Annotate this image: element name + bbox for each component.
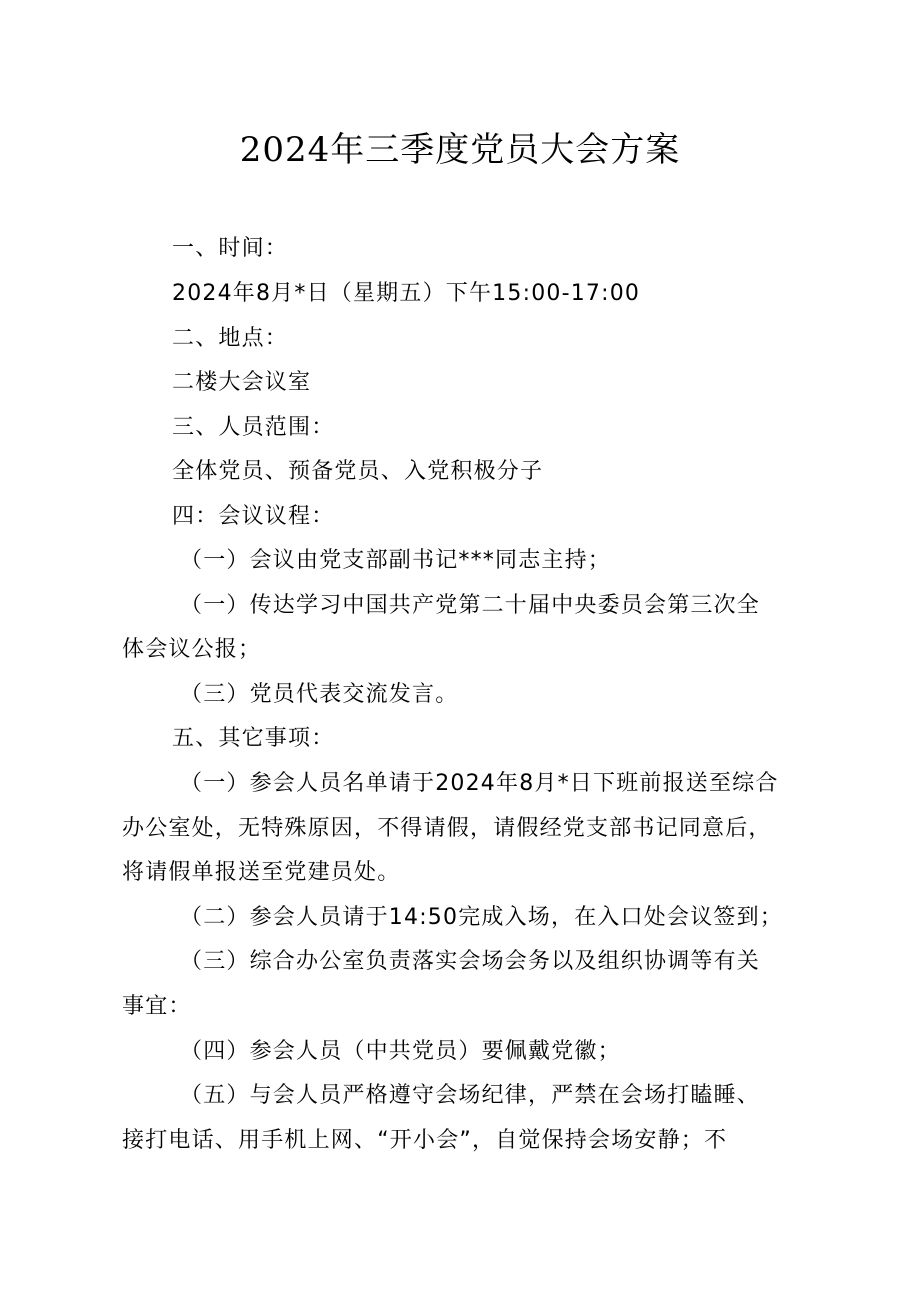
other-item: （五）与会人员严格遵守会场纪律，严禁在会场打瞌睡、	[180, 1083, 761, 1108]
other-item: （四）参会人员（中共党员）要佩戴党徽；	[180, 1039, 621, 1064]
other-item-continuation: 将请假单报送至党建员处。	[122, 860, 401, 885]
meeting-location: 二楼大会议室	[172, 370, 312, 395]
other-item: （二）参会人员请于14:50完成入场，在入口处会议签到；	[180, 905, 784, 930]
section-heading-other: 五、其它事项：	[172, 726, 335, 751]
agenda-item-continuation: 体会议公报；	[122, 637, 262, 662]
section-heading-location: 二、地点：	[172, 326, 289, 351]
section-heading-attendees: 三、人员范围：	[172, 415, 335, 440]
agenda-item: （三）党员代表交流发言。	[180, 682, 459, 707]
other-item-continuation: 办公室处，无特殊原因，不得请假，请假经党支部书记同意后，	[122, 816, 772, 841]
other-item: （三）综合办公室负责落实会场会务以及组织协调等有关	[180, 949, 761, 974]
section-heading-time: 一、时间：	[172, 236, 289, 261]
other-item: （一）参会人员名单请于2024年8月*日下班前报送至综合	[180, 771, 779, 796]
agenda-item: （一）传达学习中国共产党第二十届中央委员会第三次全	[180, 593, 761, 618]
section-heading-agenda: 四：会议议程：	[172, 504, 335, 529]
agenda-item: （一）会议由党支部副书记***同志主持；	[180, 548, 612, 573]
meeting-time: 2024年8月*日（星期五）下午15:00-17:00	[172, 281, 641, 306]
other-item-continuation: 接打电话、用手机上网、“开小会”，自觉保持会场安静；不	[122, 1128, 728, 1153]
other-item-continuation: 事宜：	[122, 994, 192, 1019]
attendee-scope: 全体党员、预备党员、入党积极分子	[172, 459, 544, 484]
document-title: 2024年三季度党员大会方案	[239, 130, 681, 170]
